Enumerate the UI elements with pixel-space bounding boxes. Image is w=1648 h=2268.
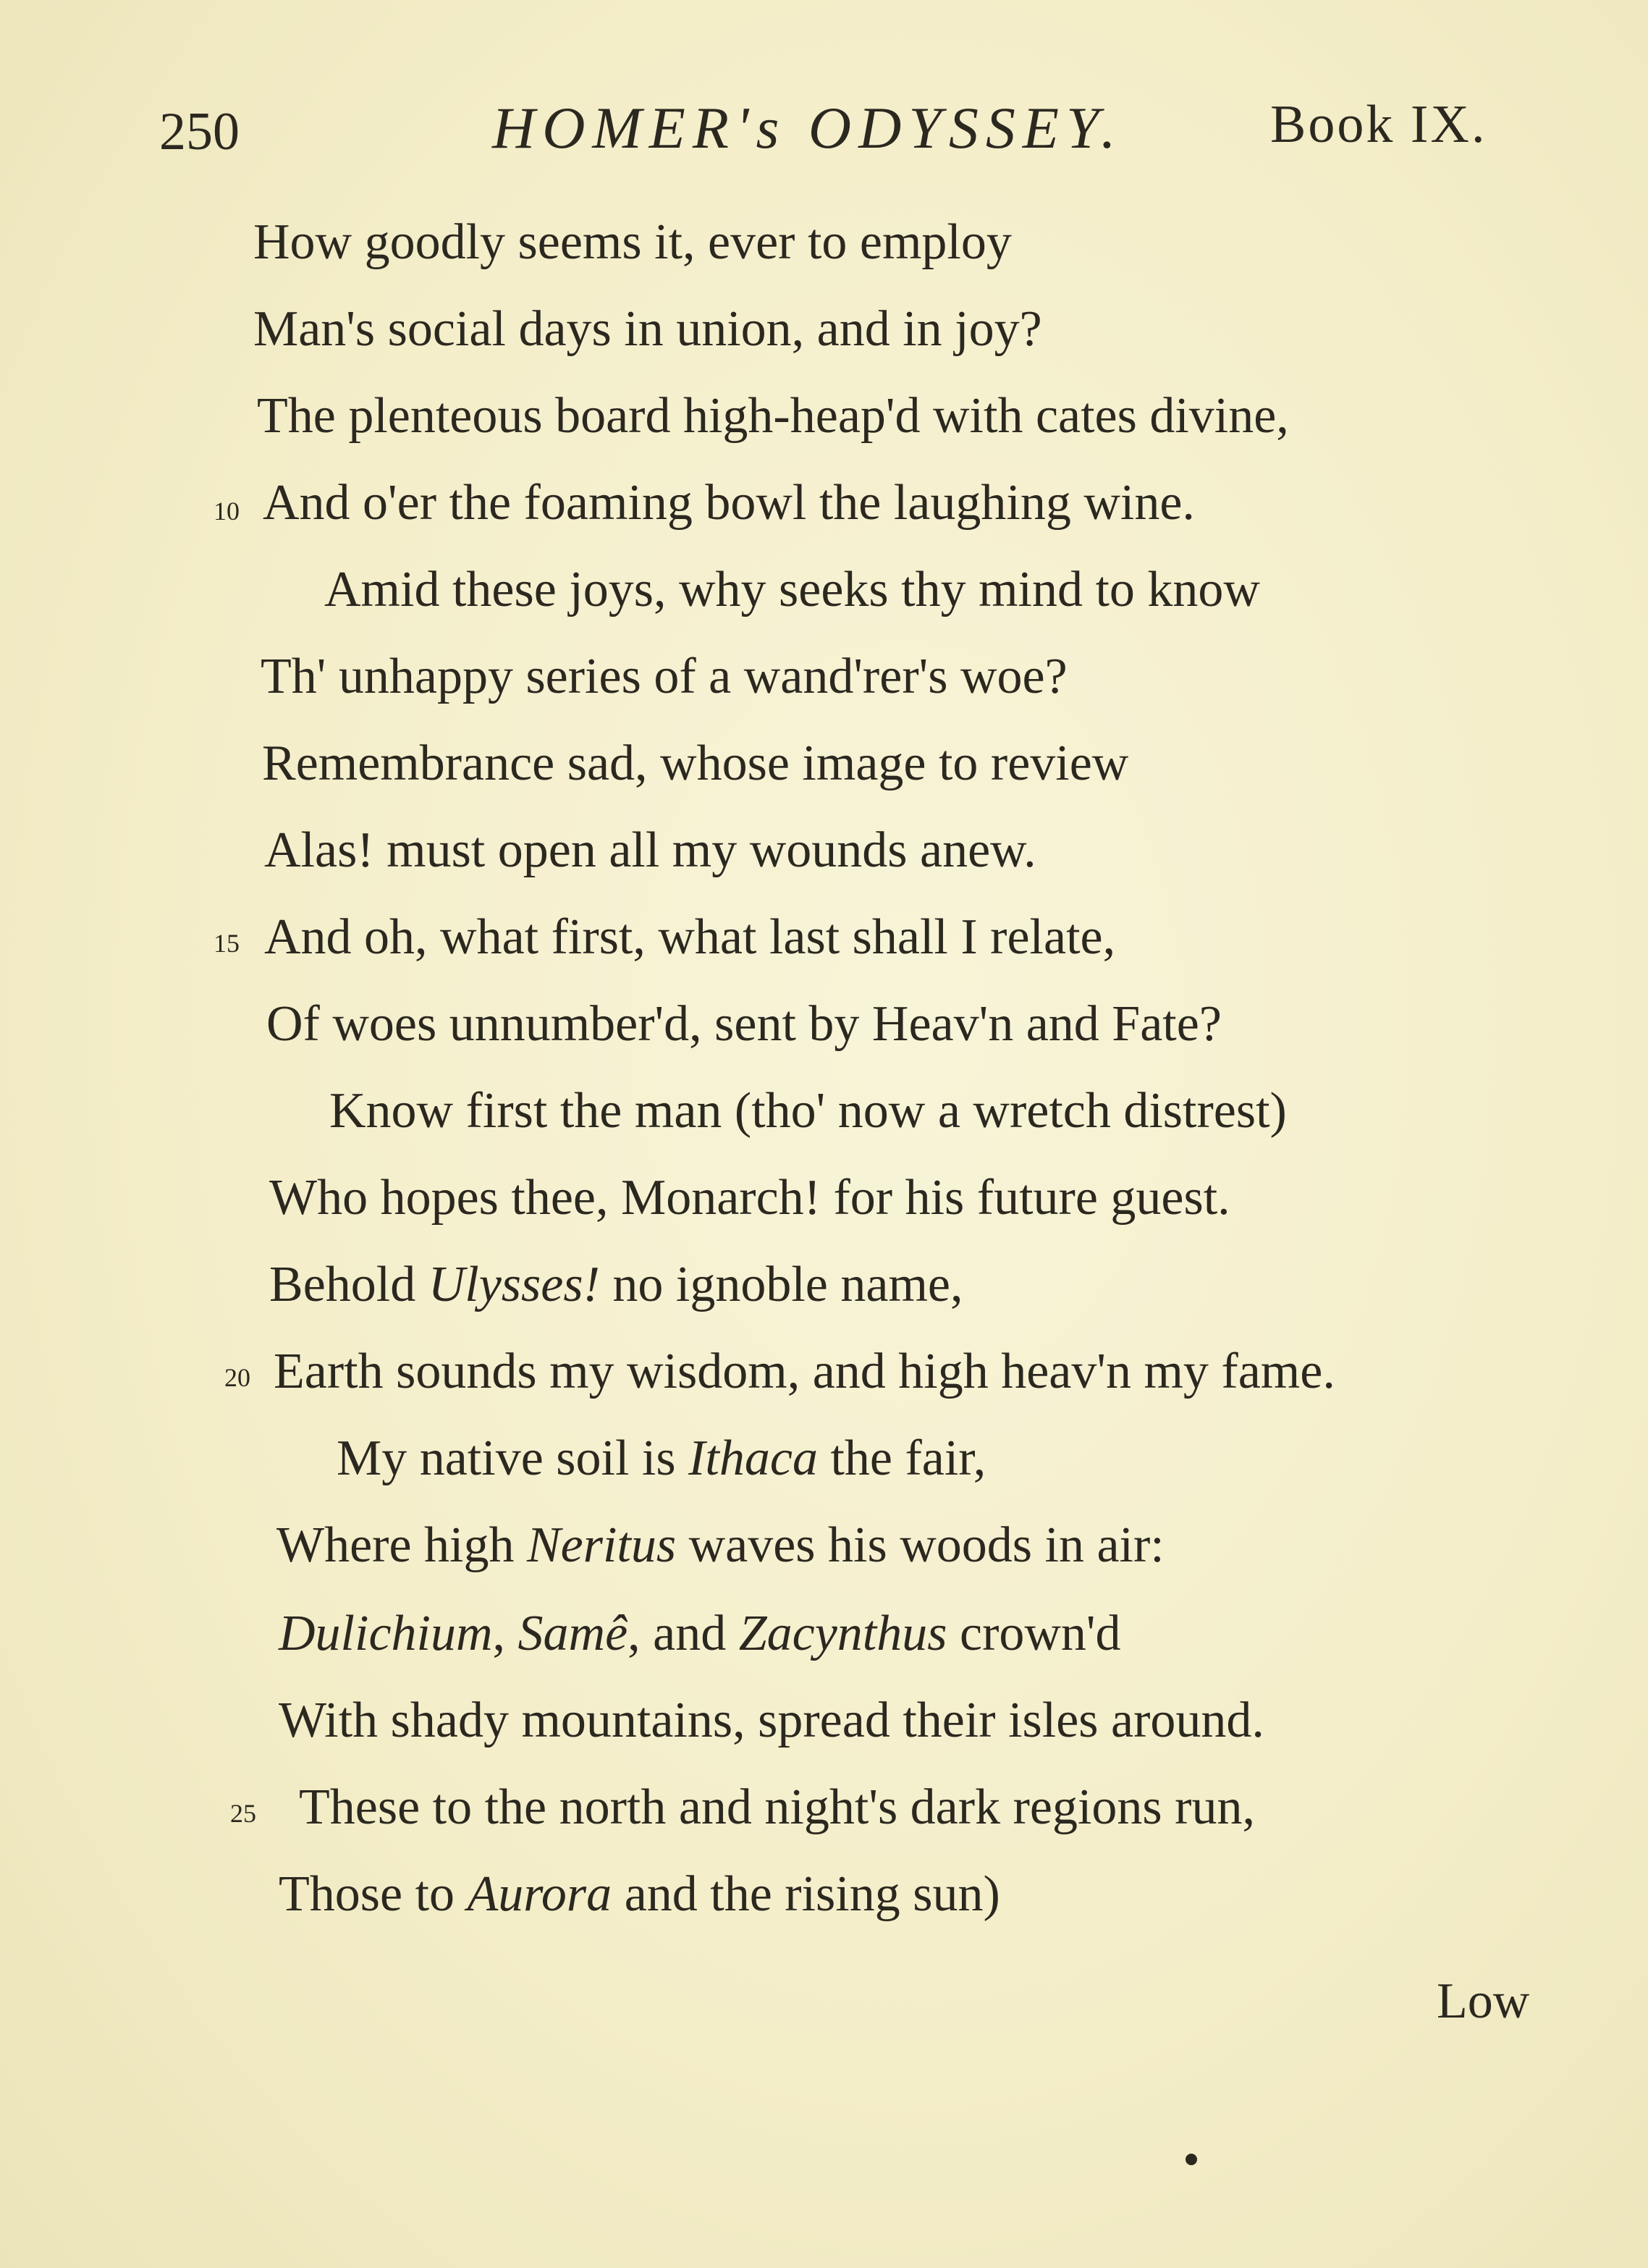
verse-line: Where high Neritus waves his woods in air:: [276, 1517, 1165, 1573]
verse-line: My native soil is Ithaca the fair,: [337, 1430, 986, 1486]
verse-line: Alas! must open all my wounds anew.: [264, 822, 1036, 878]
verse-line: And o'er the foaming bowl the laughing wine.: [263, 475, 1195, 531]
catchword: Low: [1437, 1973, 1530, 2029]
page-number: 250: [159, 102, 240, 161]
line-number: 25: [230, 1799, 256, 1828]
verse-line: Man's social days in union, and in joy?: [253, 301, 1042, 357]
verse-line: Earth sounds my wisdom, and high heav'n my fame.: [274, 1344, 1335, 1399]
verse-line: Dulichium, Samê, and Zacynthus crown'd: [279, 1606, 1121, 1661]
book-label: Book IX.: [1270, 95, 1487, 154]
verse-line: Of woes unnumber'd, sent by Heav'n and Fate?: [266, 996, 1222, 1052]
verse-line: Those to Aurora and the rising sun): [279, 1866, 1000, 1922]
verse-line: Who hopes thee, Monarch! for his future guest.: [269, 1170, 1230, 1226]
verse-line: The plenteous board high-heap'd with cates divine,: [257, 388, 1289, 444]
verse-line: And oh, what first, what last shall I relate,: [264, 909, 1116, 965]
line-number: 20: [224, 1363, 250, 1392]
verse-line: Th' unhappy series of a wand'rer's woe?: [261, 649, 1068, 704]
verse-line: With shady mountains, spread their isles around.: [279, 1692, 1264, 1748]
line-number: 15: [214, 929, 240, 958]
verse-line: Remembrance sad, whose image to review: [262, 735, 1129, 791]
line-number: 10: [214, 497, 240, 526]
verse-line: Know first the man (tho' now a wretch distrest): [329, 1083, 1287, 1139]
verse-line: These to the north and night's dark regions run,: [299, 1779, 1255, 1835]
verse-line: Behold Ulysses! no ignoble name,: [269, 1257, 963, 1312]
running-title: HOMER's ODYSSEY.: [492, 95, 1123, 161]
ink-dot: [1186, 2154, 1197, 2165]
verse-line: Amid these joys, why seeks thy mind to know: [324, 562, 1260, 617]
verse-line: How goodly seems it, ever to employ: [253, 214, 1012, 270]
